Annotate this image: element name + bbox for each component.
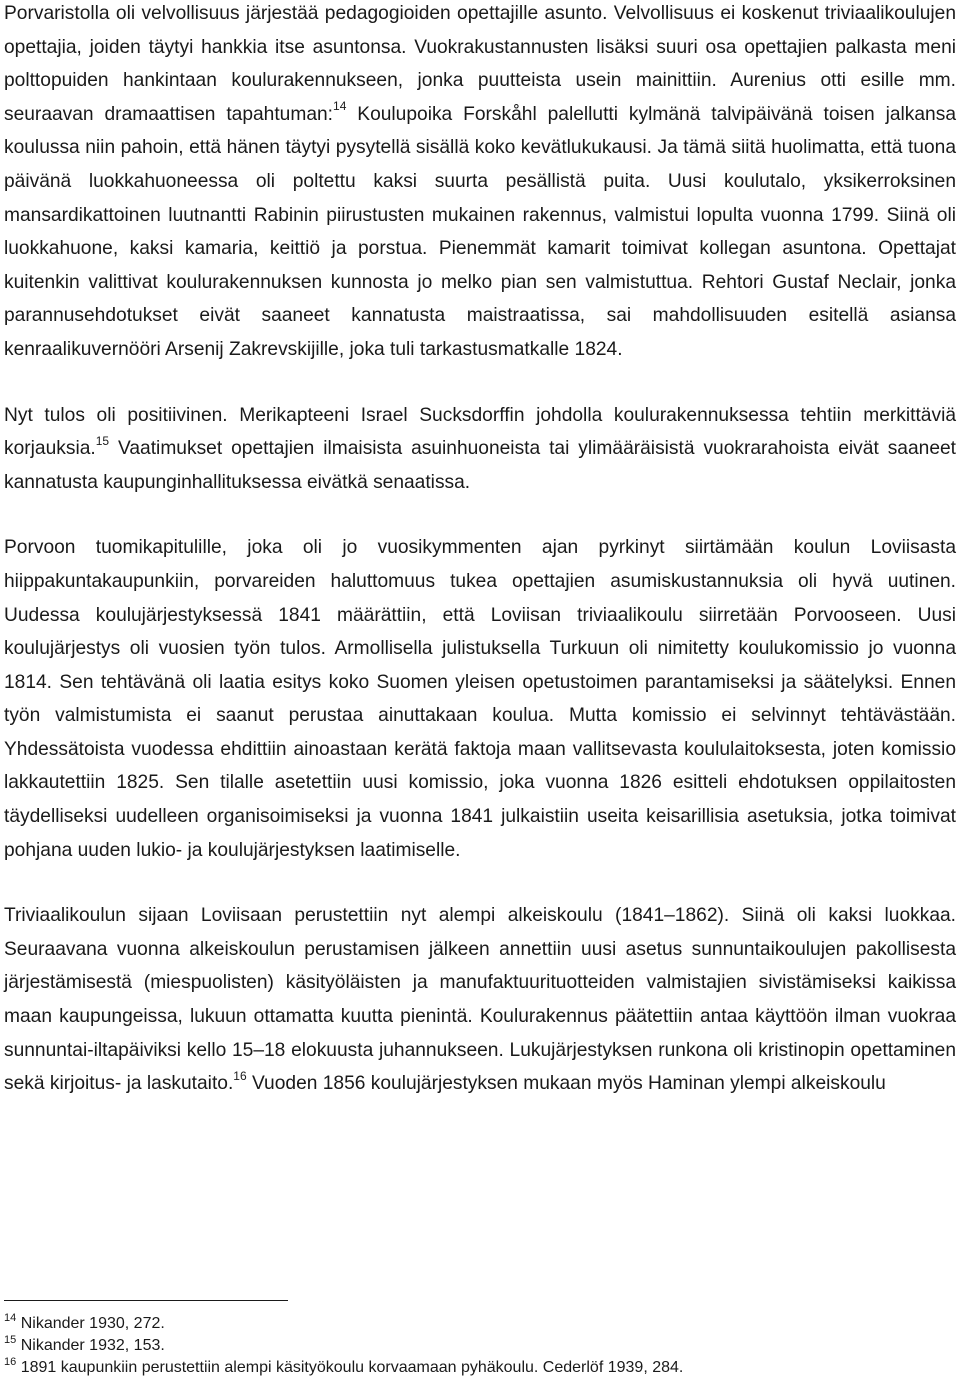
footnote-number: 14: [4, 1311, 17, 1324]
paragraph-2-text-cont: Vaatimukset opettajien ilmaisista asuinhuoneista tai ylimääräisistä vuokrarahoista eivät saaneet kannatusta kaupunginhallituksessa eivätkä senaatissa.: [4, 438, 956, 493]
footnote-14: [4, 1313, 956, 1335]
paragraph-2: [4, 399, 956, 500]
footnotes: [4, 1300, 956, 1379]
document-body: [4, 0, 956, 1101]
footnote-separator: [4, 1300, 288, 1301]
paragraph-4-text-cont: Vuoden 1856 koulujärjestyksen mukaan myös Haminan ylempi alkeiskoulu: [246, 1073, 886, 1095]
footnote-text: 1891 kaupunkiin perustettiin alempi käsityökoulu korvaamaan pyhäkoulu. Cederlöf 1939, 284.: [20, 1359, 684, 1376]
paragraph-2-text: Nyt tulos oli positiivinen. Merikapteeni Israel Sucksdorffin johdolla koulurakennuksessa tehtiin merkittäviä korjauksia.: [4, 404, 956, 460]
footnote-ref-14[interactable]: 14: [333, 99, 347, 114]
paragraph-1: [4, 0, 956, 367]
footnote-number: 15: [4, 1333, 17, 1346]
paragraph-3-text: Porvoon tuomikapitulille, joka oli jo vuosikymmenten ajan pyrkinyt siirtämään koulun Loviisasta hiippakuntakaupunkiin, porvareiden haluttomuus tukea opettajien asumiskustannuksia oli hyvä uutinen. Uudessa koulujärjestyksessä 1841 määrättiin, että Loviisan triviaalikoulu siirretään Porvooseen. Uusi koulujärjestys oli vuosien työn tulos. Armollisella julistuksella Turkuun oli nimitetty koulukomissio jo vuonna 1814. Sen tehtävänä oli laatia esitys koko Suomen yleisen opetustoimen parantamiseksi ja säätelyksi. Ennen työn valmistumista ei saanut perustaa ainuttakaan koulua. Mutta komissio ei selvinnyt tehtävästään. Yhdessätoista vuodessa ehdittiin ainoastaan kerätä faktoja maan vallitsevasta koululaitoksesta, joten komissio lakkautettiin 1825. Sen tilalle asetettiin uusi komissio, joka vuonna 1826 esitteli ehdotuksen oppilaitosten täydelliseksi uudelleen organisoimiseksi ja vuonna 1841 julkaistiin useita keisarillisia asetuksia, jotka toimivat pohjana uuden lukio- ja koulujärjestyksen laatimiselle.: [4, 537, 956, 861]
paragraph-4: [4, 899, 956, 1101]
footnote-15: [4, 1335, 956, 1357]
footnote-text: Nikander 1930, 272.: [20, 1315, 165, 1332]
footnote-ref-15[interactable]: 15: [95, 433, 110, 448]
paragraph-3: [4, 531, 956, 867]
footnote-ref-16[interactable]: 16: [233, 1068, 247, 1083]
footnote-text: Nikander 1932, 153.: [20, 1337, 165, 1354]
footnote-number: 16: [4, 1355, 17, 1368]
paragraph-1-text: Porvaristolla oli velvollisuus järjestää pedagogioiden opettajille asunto. Velvollisuus ei koskenut triviaalikoulujen opettajia, joiden täytyi hankkia itse asuntonsa. Vuokrakustannusten lisäksi suuri osa opettajien palkasta meni polttopuiden hankintaan koulurakennukseen, jonka puutteista usein mainittiin. Aurenius otti esille mm. seuraavan dramaattisen tapahtuman:: [4, 3, 956, 125]
paragraph-1-text-cont: Koulupoika Forskåhl palellutti kylmänä talvipäivänä toisen jalkansa koulussa niin pahoin, että hänen täytyi pysytellä sisällä koko kevätlukukausi. Ja tämä siitä huolimatta, että tuona päivänä luokkahuoneessa oli poltettu kaksi suurta pesällistä puita. Uusi koulutalo, yksikerroksinen mansardikattoinen luutnantti Rabinin piirustusten mukainen rakennus, valmistui lopulta vuonna 1799. Siinä oli luokkahuone, kaksi kamaria, keittiö ja porstua. Pienemmät kamarit toimivat kollegan asuntona. Opettajat kuitenkin valittivat koulurakennuksen kunnosta jo melko pian sen valmistuttua. Rehtori Gustaf Neclair, jonka parannusehdotukset eivät saaneet kannatusta maistraatissa, sai mahdollisuuden esitellä asiansa kenraalikuvernööri Arsenij Zakrevskijille, joka tuli tarkastusmatkalle 1824.: [4, 103, 956, 360]
paragraph-4-text: Triviaalikoulun sijaan Loviisaan perustettiin nyt alempi alkeiskoulu (1841–1862). Siinä oli kaksi luokkaa. Seuraavana vuonna alkeiskoulun perustamisen jälkeen annettiin uusi asetus sunnuntaikoulujen pakollisesta järjestämisestä (miespuolisten) käsityöläisten ja manufaktuurituotteiden valmistajien sivistämiseksi kaikissa maan kaupungeissa, lukuun ottamatta kuutta pienintä. Koulurakennus päätettiin antaa käyttöön ilman vuokraa sunnuntai-iltapäiviksi kello 15–18 elokuusta juhannukseen. Lukujärjestyksen runkona oli kristinopin opettaminen sekä kirjoitus- ja laskutaito.: [4, 905, 956, 1095]
footnote-16: [4, 1357, 956, 1379]
